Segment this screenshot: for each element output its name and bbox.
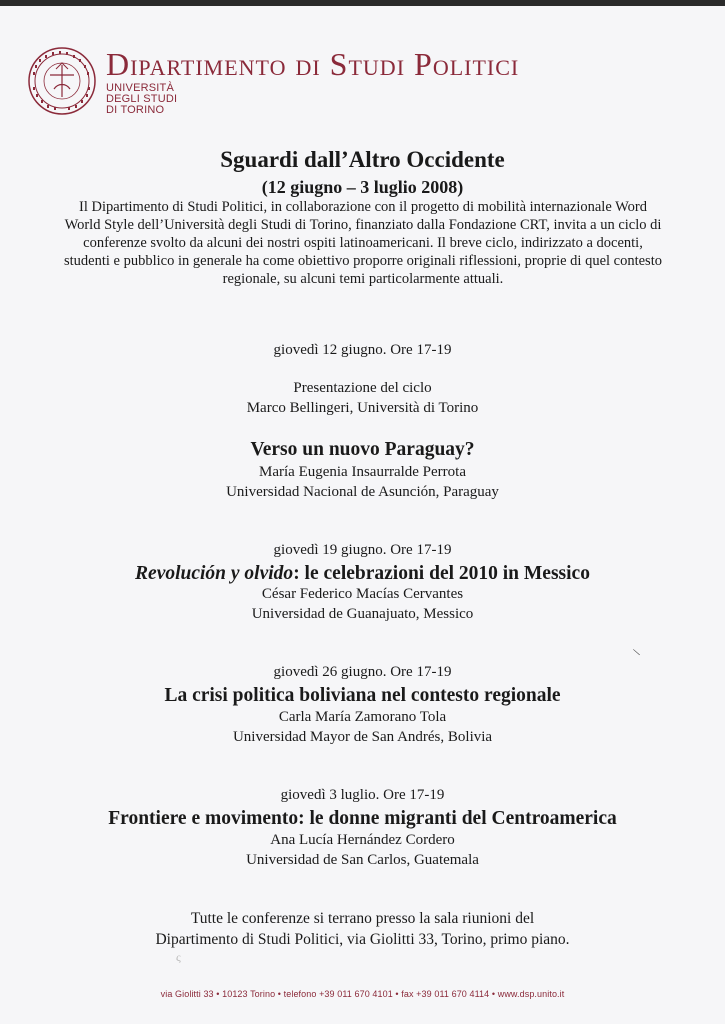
speaker-affiliation: Universidad de San Carlos, Guatemala (246, 852, 479, 868)
event-intro: Il Dipartimento di Studi Politici, in collaborazione con il progetto di mobilità internazionale Word World Style dell’Università degli Studi di Torino, finanziato dalla Fondazione CRT, invita a un ciclo di conferenze svolto da alcuni dei nostri ospiti latinoamericani. Il breve ciclo, indirizzato a docenti, studenti e pubblico in generale ha come obiettivo proporre originali riflessioni, proprie di quel contesto regionale, su alcuni temi particolarmente attuali. (64, 199, 662, 287)
speaker-affiliation: Universidad de Guanajuato, Messico (251, 606, 474, 622)
event-title: Sguardi dall’Altro Occidente (220, 147, 505, 172)
speaker-affiliation: Universidad Mayor de San Andrés, Bolivia (232, 729, 493, 745)
scan-mark: ς (176, 950, 181, 964)
talk-title: Frontiere e movimento: le donne migranti del Centroamerica (108, 808, 617, 829)
university-name (106, 83, 177, 116)
speaker-name: Ana Lucía Hernández Cordero (270, 832, 455, 848)
university-line: UNIVERSITÀ (106, 82, 175, 94)
session-date: giovedì 3 luglio. Ore 17-19 (280, 787, 445, 803)
venue-note-line: Tutte le conferenze si terrano presso la sala riunioni del (190, 910, 535, 927)
session-date: giovedì 12 giugno. Ore 17-19 (273, 342, 452, 358)
session-date: giovedì 19 giugno. Ore 17-19 (273, 542, 452, 558)
talk-title: La crisi politica boliviana nel contesto regionale (164, 685, 561, 706)
session-presenter: Marco Bellingeri, Università di Torino (246, 400, 479, 416)
footer-address: via Giolitti 33 • 10123 Torino • telefono +39 011 670 4101 • fax +39 011 670 4114 • www.dsp.unito.it (160, 989, 565, 999)
session-presentation: Presentazione del ciclo (293, 380, 432, 396)
speaker-name: César Federico Macías Cervantes (261, 586, 464, 602)
scan-top-edge (0, 0, 725, 6)
talk-title-rest: : le celebrazioni del 2010 in Messico (293, 563, 590, 584)
venue-note-line: Dipartimento di Studi Politici, via Giolitti 33, Torino, primo piano. (155, 931, 570, 948)
scan-mark: \ (631, 645, 642, 659)
speaker-name: Carla María Zamorano Tola (278, 709, 447, 725)
session-date: giovedì 26 giugno. Ore 17-19 (273, 664, 452, 680)
department-name: Dipartimento di Studi Politici (106, 46, 520, 82)
university-line: DEGLI STUDI (106, 93, 178, 105)
speaker-affiliation: Universidad Nacional de Asunción, Paraguay (226, 484, 499, 500)
event-dates: (12 giugno – 3 luglio 2008) (261, 177, 464, 197)
talk-title (40, 563, 685, 585)
talk-title-italic: Revolución y olvido (135, 563, 294, 584)
university-seal-icon (26, 45, 98, 117)
speaker-name: María Eugenia Insaurralde Perrota (259, 464, 466, 480)
talk-title: Verso un nuovo Paraguay? (250, 439, 475, 460)
university-line: DI TORINO (106, 104, 165, 116)
letterhead (26, 40, 706, 120)
